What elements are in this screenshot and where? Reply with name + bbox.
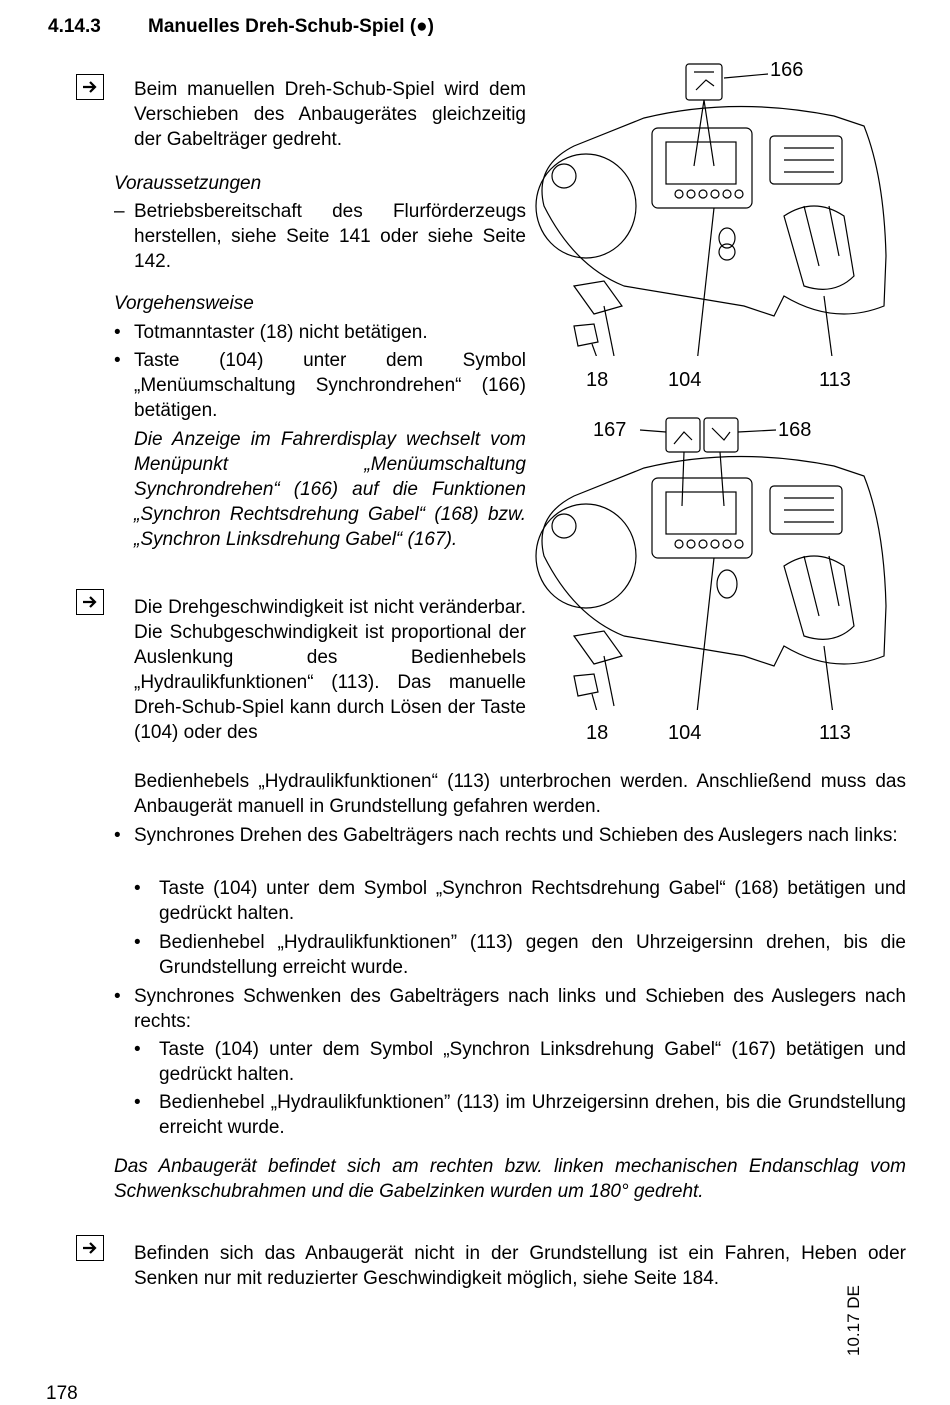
step-3a: Taste (104) unter dem Symbol „Synchron Rechtsdrehung Gabel“ (168) betätigen und gedrückt halten. <box>159 878 906 924</box>
prerequisite-item: Betriebsbereitschaft des Flurförderzeugs herstellen, siehe Seite 141 oder siehe Seite 142. <box>134 201 526 272</box>
dash-marker: – <box>114 201 125 222</box>
prerequisites-title: Voraussetzungen <box>114 173 262 194</box>
step-2: Taste (104) unter dem Symbol „Menüumschaltung Synchrondrehen“ (166) betätigen. <box>134 350 526 421</box>
label-18: 18 <box>586 369 609 391</box>
label-18: 18 <box>586 722 609 744</box>
section-title: Manuelles Dreh-Schub-Spiel (●) <box>148 16 434 37</box>
label-113: 113 <box>819 369 851 391</box>
step-4: Synchrones Schwenken des Gabelträgers nach links und Schieben des Auslegers nach rechts: <box>134 986 906 1032</box>
procedure-title: Vorgehensweise <box>114 293 254 314</box>
label-168: 168 <box>778 419 812 441</box>
bullet-marker: • <box>114 350 121 371</box>
note-2-text: Befinden sich das Anbaugerät nicht in der Grundstellung ist ein Fahren, Heben oder Senken nur mit reduzierter Geschwindigkeit möglich, siehe Seite 184. <box>134 1243 906 1289</box>
control-panel-figure-2 <box>534 406 910 710</box>
label-166: 166 <box>770 59 804 81</box>
label-113: 113 <box>819 722 851 744</box>
intro-text: Beim manuellen Dreh-Schub-Spiel wird dem Verschieben des Anbaugerätes gleichzeitig der Gabelträger gedreht. <box>134 79 526 150</box>
note-arrow-icon <box>76 74 104 100</box>
step-3: Synchrones Drehen des Gabelträgers nach rechts und Schieben des Auslegers nach links: <box>134 825 898 846</box>
section-number: 4.14.3 <box>48 16 101 37</box>
step-1: Totmanntaster (18) nicht betätigen. <box>134 322 428 343</box>
bullet-marker: • <box>134 1039 141 1060</box>
step-3b: Bedienhebel „Hydraulikfunktionen” (113) gegen den Uhrzeigersinn drehen, bis die Grundstellung erreicht wurde. <box>159 932 906 978</box>
edition-label: 10.17 DE <box>844 1285 863 1356</box>
bullet-marker: • <box>114 322 121 343</box>
step-4a: Taste (104) unter dem Symbol „Synchron Linksdrehung Gabel“ (167) betätigen und gedrückt halten. <box>159 1039 906 1085</box>
bullet-marker: • <box>114 825 121 846</box>
result-text: Das Anbaugerät befindet sich am rechten bzw. linken mechanischen Endanschlag vom Schwenkschubrahmen und die Gabelzinken wurden um 180° gedreht. <box>114 1156 906 1202</box>
control-panel-figure-1 <box>534 56 910 356</box>
bullet-marker: • <box>134 1092 141 1113</box>
step-4b: Bedienhebel „Hydraulikfunktionen” (113) im Uhrzeigersinn drehen, bis die Grundstellung erreicht wurde. <box>159 1092 906 1138</box>
label-104: 104 <box>668 722 702 744</box>
bullet-marker: • <box>134 932 141 953</box>
note-arrow-icon <box>76 589 104 615</box>
step-2-result: Die Anzeige im Fahrerdisplay wechselt vom Menüpunkt „Menüumschaltung Synchrondrehen“ (166) auf die Funktionen „Synchron Rechtsdrehung Gabel“ (168) bzw. „Synchron Linksdrehung Gabel“ (167). <box>134 429 526 550</box>
section-heading <box>48 16 434 38</box>
bullet-marker: • <box>114 986 121 1007</box>
bullet-marker: • <box>134 878 141 899</box>
note-1-continuation: Bedienhebels „Hydraulikfunktionen“ (113) unterbrochen werden. Anschließend muss das Anbaugerät manuell in Grundstellung gefahren werden. <box>134 771 906 817</box>
note-arrow-icon <box>76 1235 104 1261</box>
label-104: 104 <box>668 369 702 391</box>
page-number: 178 <box>46 1383 78 1404</box>
label-167: 167 <box>593 419 627 441</box>
note-1-text: Die Drehgeschwindigkeit ist nicht veränderbar. Die Schubgeschwindigkeit ist proportional der Auslenkung des Bedienhebels „Hydraulikfunktionen“ (113). Das manuelle Dreh-Schub-Spiel kann durch Lösen der Taste (104) oder des <box>134 597 526 743</box>
